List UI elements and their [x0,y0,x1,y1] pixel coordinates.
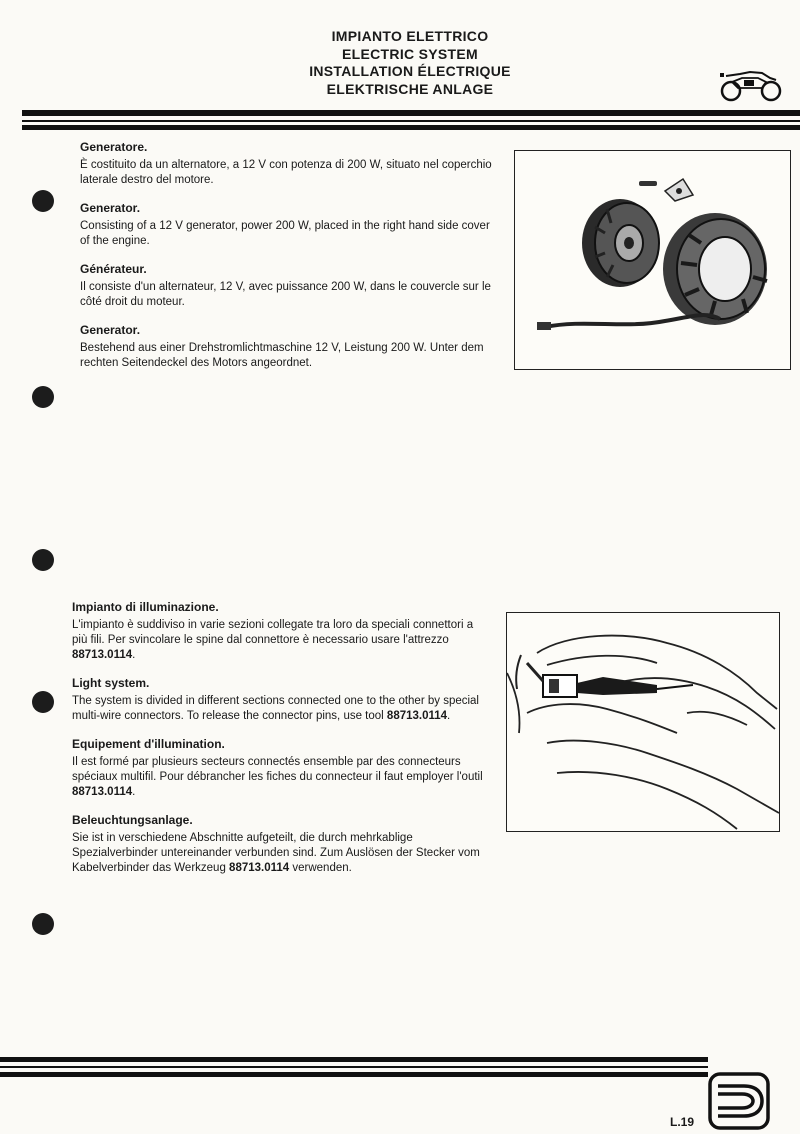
tool-icon [516,655,693,697]
lighting-fr [72,737,487,800]
generator-it [80,140,495,188]
section-heading: Générateur. [80,262,147,276]
section-heading: Generatore. [80,140,148,154]
section-body: Consisting of a 12 V generator, power 200 W, placed in the right hand side cover of the engine. [80,220,490,247]
section-body: Bestehend aus einer Drehstromlichtmaschine 12 V, Leistung 200 W. Unter dem rechten Seitendeckel des Motors angeordnet. [80,342,484,369]
generator-section [80,140,495,384]
motorcycle-icon [718,66,784,102]
page-title-block [250,28,570,98]
binder-hole [32,386,54,408]
section-text: L'impianto è suddiviso in varie sezioni collegate tra loro da speciali connettori a più fili. Per svincolare le spine dal connettore è necessario usare l'attrezzo [72,619,474,646]
tool-code: 88713.0114 [72,786,133,798]
section-text-end: verwenden. [289,862,352,874]
section-heading: Generator. [80,323,141,337]
lighting-section [72,600,487,889]
tool-code: 88713.0114 [72,649,133,661]
section-heading: Light system. [72,676,150,690]
rotor-icon [582,199,659,287]
lighting-en [72,676,487,724]
title-it: IMPIANTO ELETTRICO [331,28,489,44]
generator-en [80,201,495,249]
title-de: ELEKTRISCHE ANLAGE [326,80,494,97]
tool-code: 88713.0114 [229,862,290,874]
section-text-end: . [132,786,136,798]
section-text: Il est formé par plusieurs secteurs connectés ensemble par des connecteurs spéciaux multifil. Pour débrancher les fiches du connecteur il faut employer l'outil [72,756,483,783]
connector-tool-illustration [506,612,780,832]
bolt-icon [639,179,693,201]
alternator-illustration [514,150,791,370]
section-body [72,755,487,800]
section-heading: Impianto di illuminazione. [72,600,219,614]
binder-hole [32,549,54,571]
title-fr: INSTALLATION ÉLECTRIQUE [309,63,511,79]
section-body [72,618,487,663]
stator-icon [663,213,767,325]
section-body: Il consiste d'un alternateur, 12 V, avec puissance 200 W, dans le couvercle sur le côté droit du moteur. [80,281,491,308]
section-body [72,831,487,876]
header-rule-thick-2 [22,125,800,130]
generator-de [80,323,495,371]
tool-code: 88713.0114 [386,710,448,722]
section-text: The system is divided in different sections connected one to the other by special multi-wire connectors. To release the connector pins, use tool [72,695,479,722]
page-number: L.19 [669,1115,694,1129]
brand-logo-icon [708,1072,770,1130]
section-heading: Generator. [80,201,141,215]
hands-icon [507,636,779,829]
footer-rule-thick-2 [0,1072,708,1077]
binder-hole [32,190,54,212]
lighting-de [72,813,487,876]
footer-rule-thick [0,1057,708,1062]
binder-hole [32,913,54,935]
section-text-end: . [132,649,136,661]
section-text-end: . [447,710,451,722]
section-body [72,694,487,724]
section-body: È costituito da un alternatore, a 12 V con potenza di 200 W, situato nel coperchio laterale destro del motore. [80,159,492,186]
lighting-it [72,600,487,663]
generator-fr [80,262,495,310]
header-rule-thin [22,120,800,122]
header-rule-thick [22,110,800,116]
section-heading: Equipement d'illumination. [72,737,225,751]
binder-hole [32,691,54,713]
footer-rule-thin [0,1066,708,1068]
title-en: ELECTRIC SYSTEM [342,45,478,62]
section-heading: Beleuchtungsanlage. [72,813,193,827]
cable-icon [545,315,720,327]
section-text: Sie ist in verschiedene Abschnitte aufgeteilt, die durch mehrkablige Spezialverbinder untereinander verbunden sind. Zum Auslösen der Stecker vom Kabelverbinder das Werkzeug [72,832,480,874]
